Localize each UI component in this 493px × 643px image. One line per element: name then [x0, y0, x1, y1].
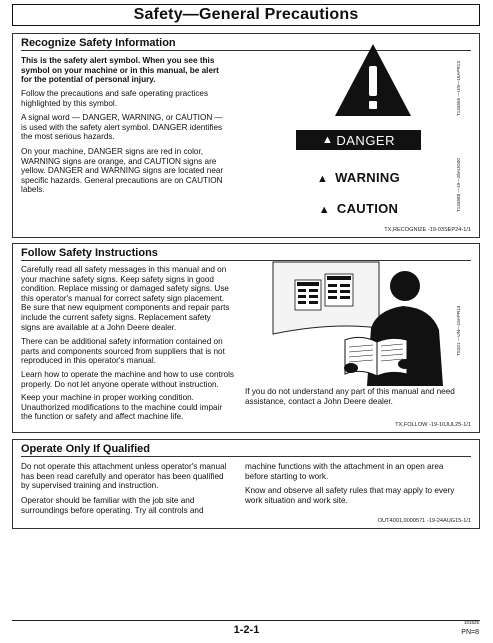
paragraph-line: signs are available at a John Deere dealer. [21, 322, 177, 332]
paragraph-line: properly. Do not let anyone operate without instruction. [21, 379, 219, 389]
safety-alert-symbol-icon [333, 42, 413, 118]
paragraph-line: highlighted by this symbol. [21, 98, 118, 108]
danger-label: DANGER [336, 132, 395, 148]
caution-label: CAUTION [336, 201, 399, 216]
paragraph-line: reproduced in this operator's manual. [21, 356, 156, 366]
paragraph-line: Operator should be familiar with the job site and [21, 496, 195, 505]
paragraph-line: include the current safety signs. Replacement safety [21, 313, 211, 322]
danger-signal-word [296, 130, 421, 150]
paragraph-line: If you do not understand any part of this manual and need [245, 387, 455, 396]
paragraph-line: parts and components sourced from suppliers that is not [21, 346, 225, 356]
alert-triangle-icon: ▲ [316, 173, 329, 185]
page-small-code: 101625 [463, 620, 479, 625]
section-operate-qualified [12, 439, 480, 529]
lead-line: for the potential of personal injury. [21, 75, 156, 85]
paragraph-line: Carefully read all safety messages in this manual and on [21, 265, 227, 274]
paragraph-line: machine functions with the attachment in an open area [245, 462, 444, 471]
paragraph-line: Unauthorized modifications to the machine could impair [21, 402, 223, 412]
section-title: Operate Only If Qualified [21, 443, 150, 455]
paragraph-line: work situation and work site. [245, 495, 348, 505]
paragraph-line: A signal word — DANGER, WARNING, or CAUTION — [21, 113, 223, 122]
page-header [12, 4, 480, 26]
paragraph-line: surroundings before operating. Try all controls and [21, 505, 204, 515]
paragraph-line: is used with the safety alert symbol. DANGER identifies [21, 122, 223, 132]
paragraph-line: has been read carefully and operator has been qualified [21, 471, 224, 481]
section-rule [21, 456, 471, 457]
paragraph-line: before starting to work. [245, 471, 329, 481]
section-follow-instructions [12, 243, 480, 433]
paragraph-line: Follow the precautions and safe operating practices [21, 89, 209, 98]
section-title: Follow Safety Instructions [21, 247, 158, 259]
alert-triangle-icon: ▲ [318, 204, 330, 216]
paragraph-line: Know and observe all safety rules that may apply to every [245, 486, 455, 495]
lead-line: symbol on your machine or in this manual, be alert [21, 65, 219, 75]
warning-signal-word [296, 170, 421, 185]
lead-line: This is the safety alert symbol. When you see this [21, 56, 215, 65]
paragraph-line: There can be additional safety information contained on [21, 337, 223, 346]
figure-code: T133555 —UN—15APR13 [456, 61, 461, 116]
caution-signal-word [296, 201, 421, 216]
page-number: 1-2-1 [233, 624, 260, 636]
paragraph-line: Learn how to operate the machine and how to use controls [21, 370, 235, 379]
section-recognize-safety [12, 33, 480, 238]
figure-code: TS201 —UN—15APR13 [456, 305, 461, 356]
section-title: Recognize Safety Information [21, 37, 176, 49]
page-title: Safety—General Precautions [133, 6, 359, 23]
paragraph-line: assistance, contact a John Deere dealer. [245, 396, 393, 406]
paragraph-line: WARNING signs are orange, and CAUTION signs are [21, 156, 217, 166]
paragraph-line: Be sure that new equipment components and repair parts [21, 303, 230, 313]
section-reference-id: TX,RECOGNIZE -19-03SEP24-1/1 [384, 227, 471, 233]
paragraph-line: your machine safety signs. Keep safety signs in good [21, 274, 214, 284]
page-pn: PN=8 [461, 629, 479, 636]
paragraph-line: Keep your machine in proper working condition. [21, 393, 194, 402]
warning-label: WARNING [335, 170, 401, 185]
paragraph-line: condition. Replace missing or damaged safety signs. Use [21, 284, 229, 294]
paragraph-line: On your machine, DANGER signs are red in color, [21, 147, 204, 156]
section-reference-id: OUT4001,0000571 -19-24AUG15-1/1 [377, 518, 471, 524]
paragraph-line: the function or safety and affect machine life. [21, 412, 184, 422]
section-reference-id: TX,FOLLOW -19-10JUL25-1/1 [395, 422, 471, 428]
paragraph-line: specific hazards. General precautions are on CAUTION [21, 175, 223, 185]
person-reading-manual-illustration [271, 258, 451, 386]
figure-code: T133588 —19—28AUG00 [456, 158, 461, 212]
paragraph-line: by supervised training and instruction. [21, 481, 159, 491]
paragraph-line: yellow. DANGER and WARNING signs are located near [21, 166, 224, 176]
page-footer-rule [12, 620, 480, 621]
paragraph-line: the most serious hazards. [21, 132, 115, 142]
alert-triangle-icon: ▲ [321, 134, 334, 146]
paragraph-line: this operator's manual for correct safety sign placement. [21, 293, 225, 303]
paragraph-line: labels. [21, 185, 45, 195]
paragraph-line: Do not operate this attachment unless operator's manual [21, 462, 227, 471]
